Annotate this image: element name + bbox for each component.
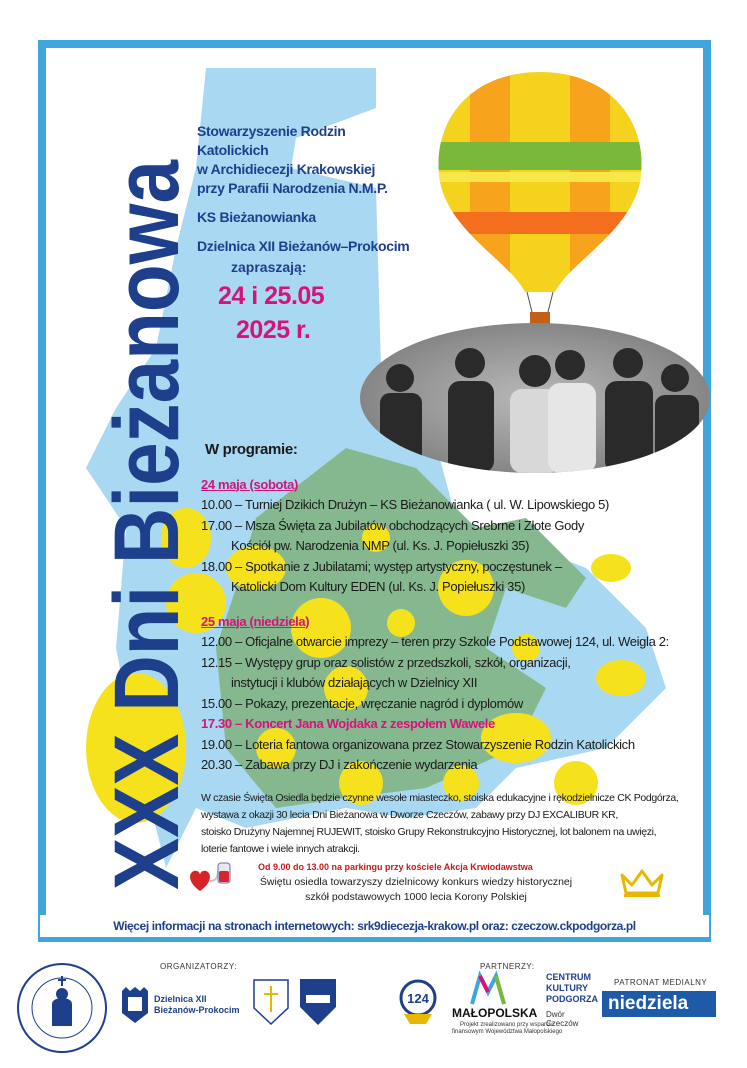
event-year: 2025 r.: [236, 316, 311, 344]
ck-line2: KULTURY: [546, 983, 588, 993]
program-section: [195, 440, 675, 776]
program-item: Kościół pw. Narodzenia NMP (ul. Ks. J. Popiełuszki 35): [231, 538, 530, 553]
parish-crest-icon: [250, 976, 292, 1028]
program-item: Katolicki Dom Kultury EDEN (ul. Ks. J. Popiełuszki 35): [231, 579, 525, 594]
district-logo-line1: Dzielnica XII: [154, 994, 207, 1004]
malopolska-sub1: Projekt zrealizowano przy wsparciu: [460, 1022, 554, 1028]
ck-line1: CENTRUM: [546, 972, 591, 982]
malopolska-text: MAŁOPOLSKA: [452, 1006, 538, 1020]
day1-label: 24 maja (sobota): [201, 476, 298, 492]
note-line: wystawa z okazji 30 lecia Dni Bieżanowa w Dworze Czeczów, zabawy przy DJ EXCALIBUR KR,: [201, 809, 618, 821]
program-item: 10.00 – Turniej Dzikich Drużyn – KS Bieżanowianka ( ul. W. Lipowskiego 5): [201, 497, 609, 512]
day2-label: 25 maja (niedziela): [201, 613, 310, 629]
program-item: instytucji i klubów działających w Dzielnicy XII: [231, 675, 478, 690]
district-crest-icon: [120, 985, 150, 1025]
school-number: 124: [407, 991, 429, 1006]
note-line: loterie fantowe i wiele innych atrakcji.: [201, 843, 360, 855]
program-item: 12.15 – Występy grup oraz solistów z przedszkoli, szkół, organizacji,: [201, 654, 571, 670]
ck-sub1: Dwór: [546, 1010, 565, 1019]
district-logo-line2: Bieżanów-Prokocim: [154, 1005, 240, 1015]
school-124-logo: [398, 978, 438, 1026]
niedziela-text: niedziela: [608, 993, 689, 1014]
contest-line: Świętu osiedla towarzyszy dzielnicowy konkurs wiedzy historycznej: [259, 876, 573, 888]
attractions-note: [201, 790, 681, 858]
ks-bie-logo: [298, 975, 338, 1027]
vertical-title-text: XXX Dni Bieżanowa: [96, 150, 198, 890]
organizer-line: przy Parafii Narodzenia N.M.P.: [197, 180, 388, 196]
srk-logo: [14, 960, 110, 1056]
vertical-title: [50, 150, 200, 910]
blood-donation-icon: [186, 857, 236, 899]
contest-line: szkół podstawowych 1000 lecia Korony Polskiej: [305, 891, 527, 903]
partners-label: PARTNERZY:: [480, 962, 535, 971]
district-name: Dzielnica XII Bieżanów–Prokocim: [197, 238, 410, 254]
program-item-highlight: 17.30 – Koncert Jana Wojdaka z zespołem Wawele: [201, 716, 495, 731]
malopolska-sub2: finansowym Województwa Małopolskiego: [452, 1029, 563, 1035]
program-item: 19.00 – Loteria fantowa organizowana przez Stowarzyszenie Rodzin Katolickich: [201, 736, 635, 752]
crown-icon: [618, 867, 666, 899]
program-item: 15.00 – Pokazy, prezentacje, wręczanie nagród i dyplomów: [201, 695, 523, 711]
organizer-line: Stowarzyszenie Rodzin Katolickich: [197, 123, 346, 158]
hot-air-balloon-icon: [430, 62, 650, 332]
event-date: 24 i 25.05: [218, 282, 325, 310]
program-heading: W programie:: [205, 441, 298, 458]
note-line: stoisko Drużyny Najemnej RUJEWIT, stoisko Grupy Rekonstrukcyjno Historycznej, lot balonem na uwięzi,: [201, 826, 657, 838]
organizers-label: ORGANIZATORZY:: [160, 962, 237, 971]
patronage-label: PATRONAT MEDIALNY: [614, 978, 708, 987]
ck-line3: PODGORZA: [546, 994, 599, 1004]
program-item: 12.00 – Oficjalne otwarcie imprezy – teren przy Szkole Podstawowej 124, ul. Weigla 2:: [201, 634, 669, 649]
club-name: KS Bieżanowianka: [197, 209, 316, 225]
ck-sub2: Czeczów: [546, 1019, 579, 1028]
organizer-line: w Archidiecezji Krakowskiej: [197, 161, 376, 177]
program-item: 20.30 – Zabawa przy DJ i zakończenie wydarzenia: [201, 757, 478, 772]
program-item: 17.00 – Msza Święta za Jubilatów obchodzących Srebrne i Złote Gody: [201, 517, 585, 533]
note-line: W czasie Święta Osiedla będzie czynne wesołe miasteczko, stoiska edukacyjne i rękodzielnicze CK Podgórza,: [201, 792, 679, 804]
program-item: 18.00 – Spotkanie z Jubilatami; występ artystyczny, poczęstunek –: [201, 558, 562, 574]
niedziela-logo: [602, 991, 716, 1017]
history-contest: [236, 875, 596, 905]
info-bar: Więcej informacji na stronach internetowych: srk9diecezja-krakow.pl oraz: czeczow.ckpodgorza.pl: [40, 915, 709, 937]
organizers-block: [197, 122, 417, 256]
invite-text: zapraszają:: [231, 259, 307, 275]
malopolska-icon: [468, 970, 508, 1006]
blood-drive-text: Od 9.00 do 13.00 na parkingu przy kościele Akcja Krwiodawstwa: [258, 862, 533, 872]
